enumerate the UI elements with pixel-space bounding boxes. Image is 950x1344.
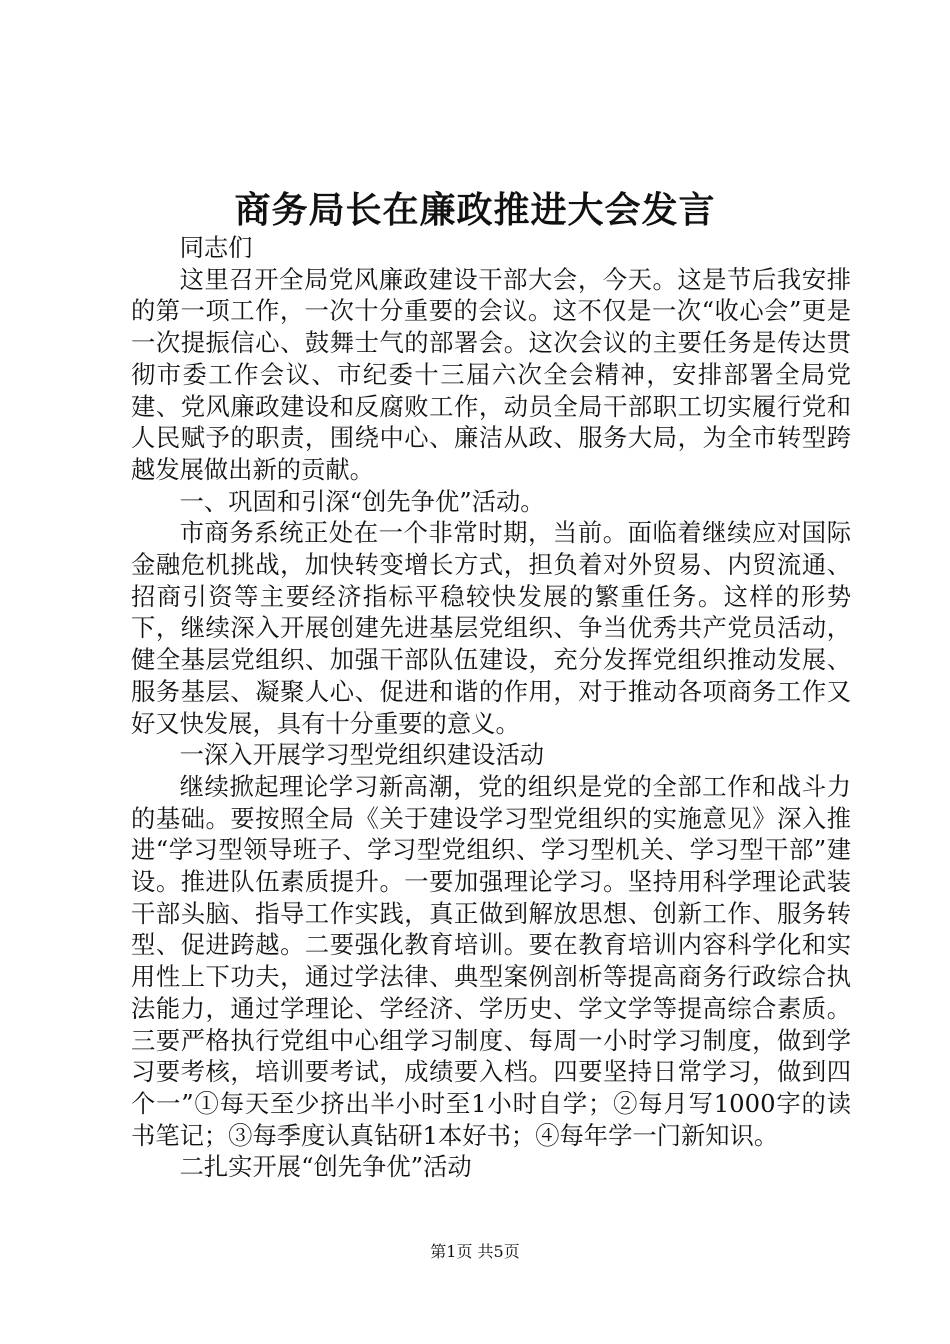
section-heading-1: 一、巩固和引深“创先争优”活动。 [179,486,545,516]
section-1-paragraph: 市商务系统正处在一个非常时期，当前。面临着继续应对国际金融危机挑战，加快转变增长方式，担负着对外贸易、内贸流通、招商引资等主要经济指标平稳较快发展的繁重任务。这样的形势下，继续深入开展创建先进基层党组织、争当优秀共产党员活动，健全基层党组织、加强干部队伍建设，充分发挥党组织推动发展、服务基层、凝聚人心、促进和谐的作用，对于推动各项商务工作又好又快发展，具有十分重要的意义。 [131,518,851,738]
greeting-paragraph: 同志们 [179,233,253,262]
intro-paragraph: 这里召开全局党风廉政建设干部大会，今天。这是节后我安排的第一项工作，一次十分重要的会议。这不仅是一次“收心会”更是一次提振信心、鼓舞士气的部署会。这次会议的主要任务是传达贯彻市委工作会议、市纪委十三届六次全会精神，安排部署全局党建、党风廉政建设和反腐败工作，动员全局干部职工切实履行党和人民赋予的职责，围绕中心、廉洁从政、服务大局，为全市转型跨越发展做出新的贡献。 [131,264,851,484]
subsection-heading-1: 一深入开展学习型党组织建设活动 [179,740,545,770]
document-body [131,232,851,1183]
document-title: 商务局长在廉政推进大会发言 [234,189,716,231]
subsection-1-paragraph: 继续掀起理论学习新高潮，党的组织是党的全部工作和战斗力的基础。要按照全局《关于建设学习型党组织的实施意见》深入推进“学习型领导班子、学习型党组织、学习型机关、学习型干部”建设。推进队伍素质提升。一要加强理论学习。坚持用科学理论武装干部头脑、指导工作实践，真正做到解放思想、创新工作、服务转型、促进跨越。二要强化教育培训。要在教育培训内容科学化和实用性上下功夫，通过学法律、典型案例剖析等提高商务行政综合执法能力，通过学理论、学经济、学历史、学文学等提高综合素质。三要严格执行党组中心组学习制度、每周一小时学习制度，做到学习要考核，培训要考试，成绩要入档。四要坚持日常学习，做到四个一”①每天至少挤出半小时至1小时自学；②每月写1000字的读书笔记；③每季度认真钻研1本好书；④每年学一门新知识。 [131,771,851,1150]
subsection-heading-2: 二扎实开展“创先争优”活动 [179,1152,472,1182]
page-footer: 第1页 共5页 [430,1242,520,1261]
